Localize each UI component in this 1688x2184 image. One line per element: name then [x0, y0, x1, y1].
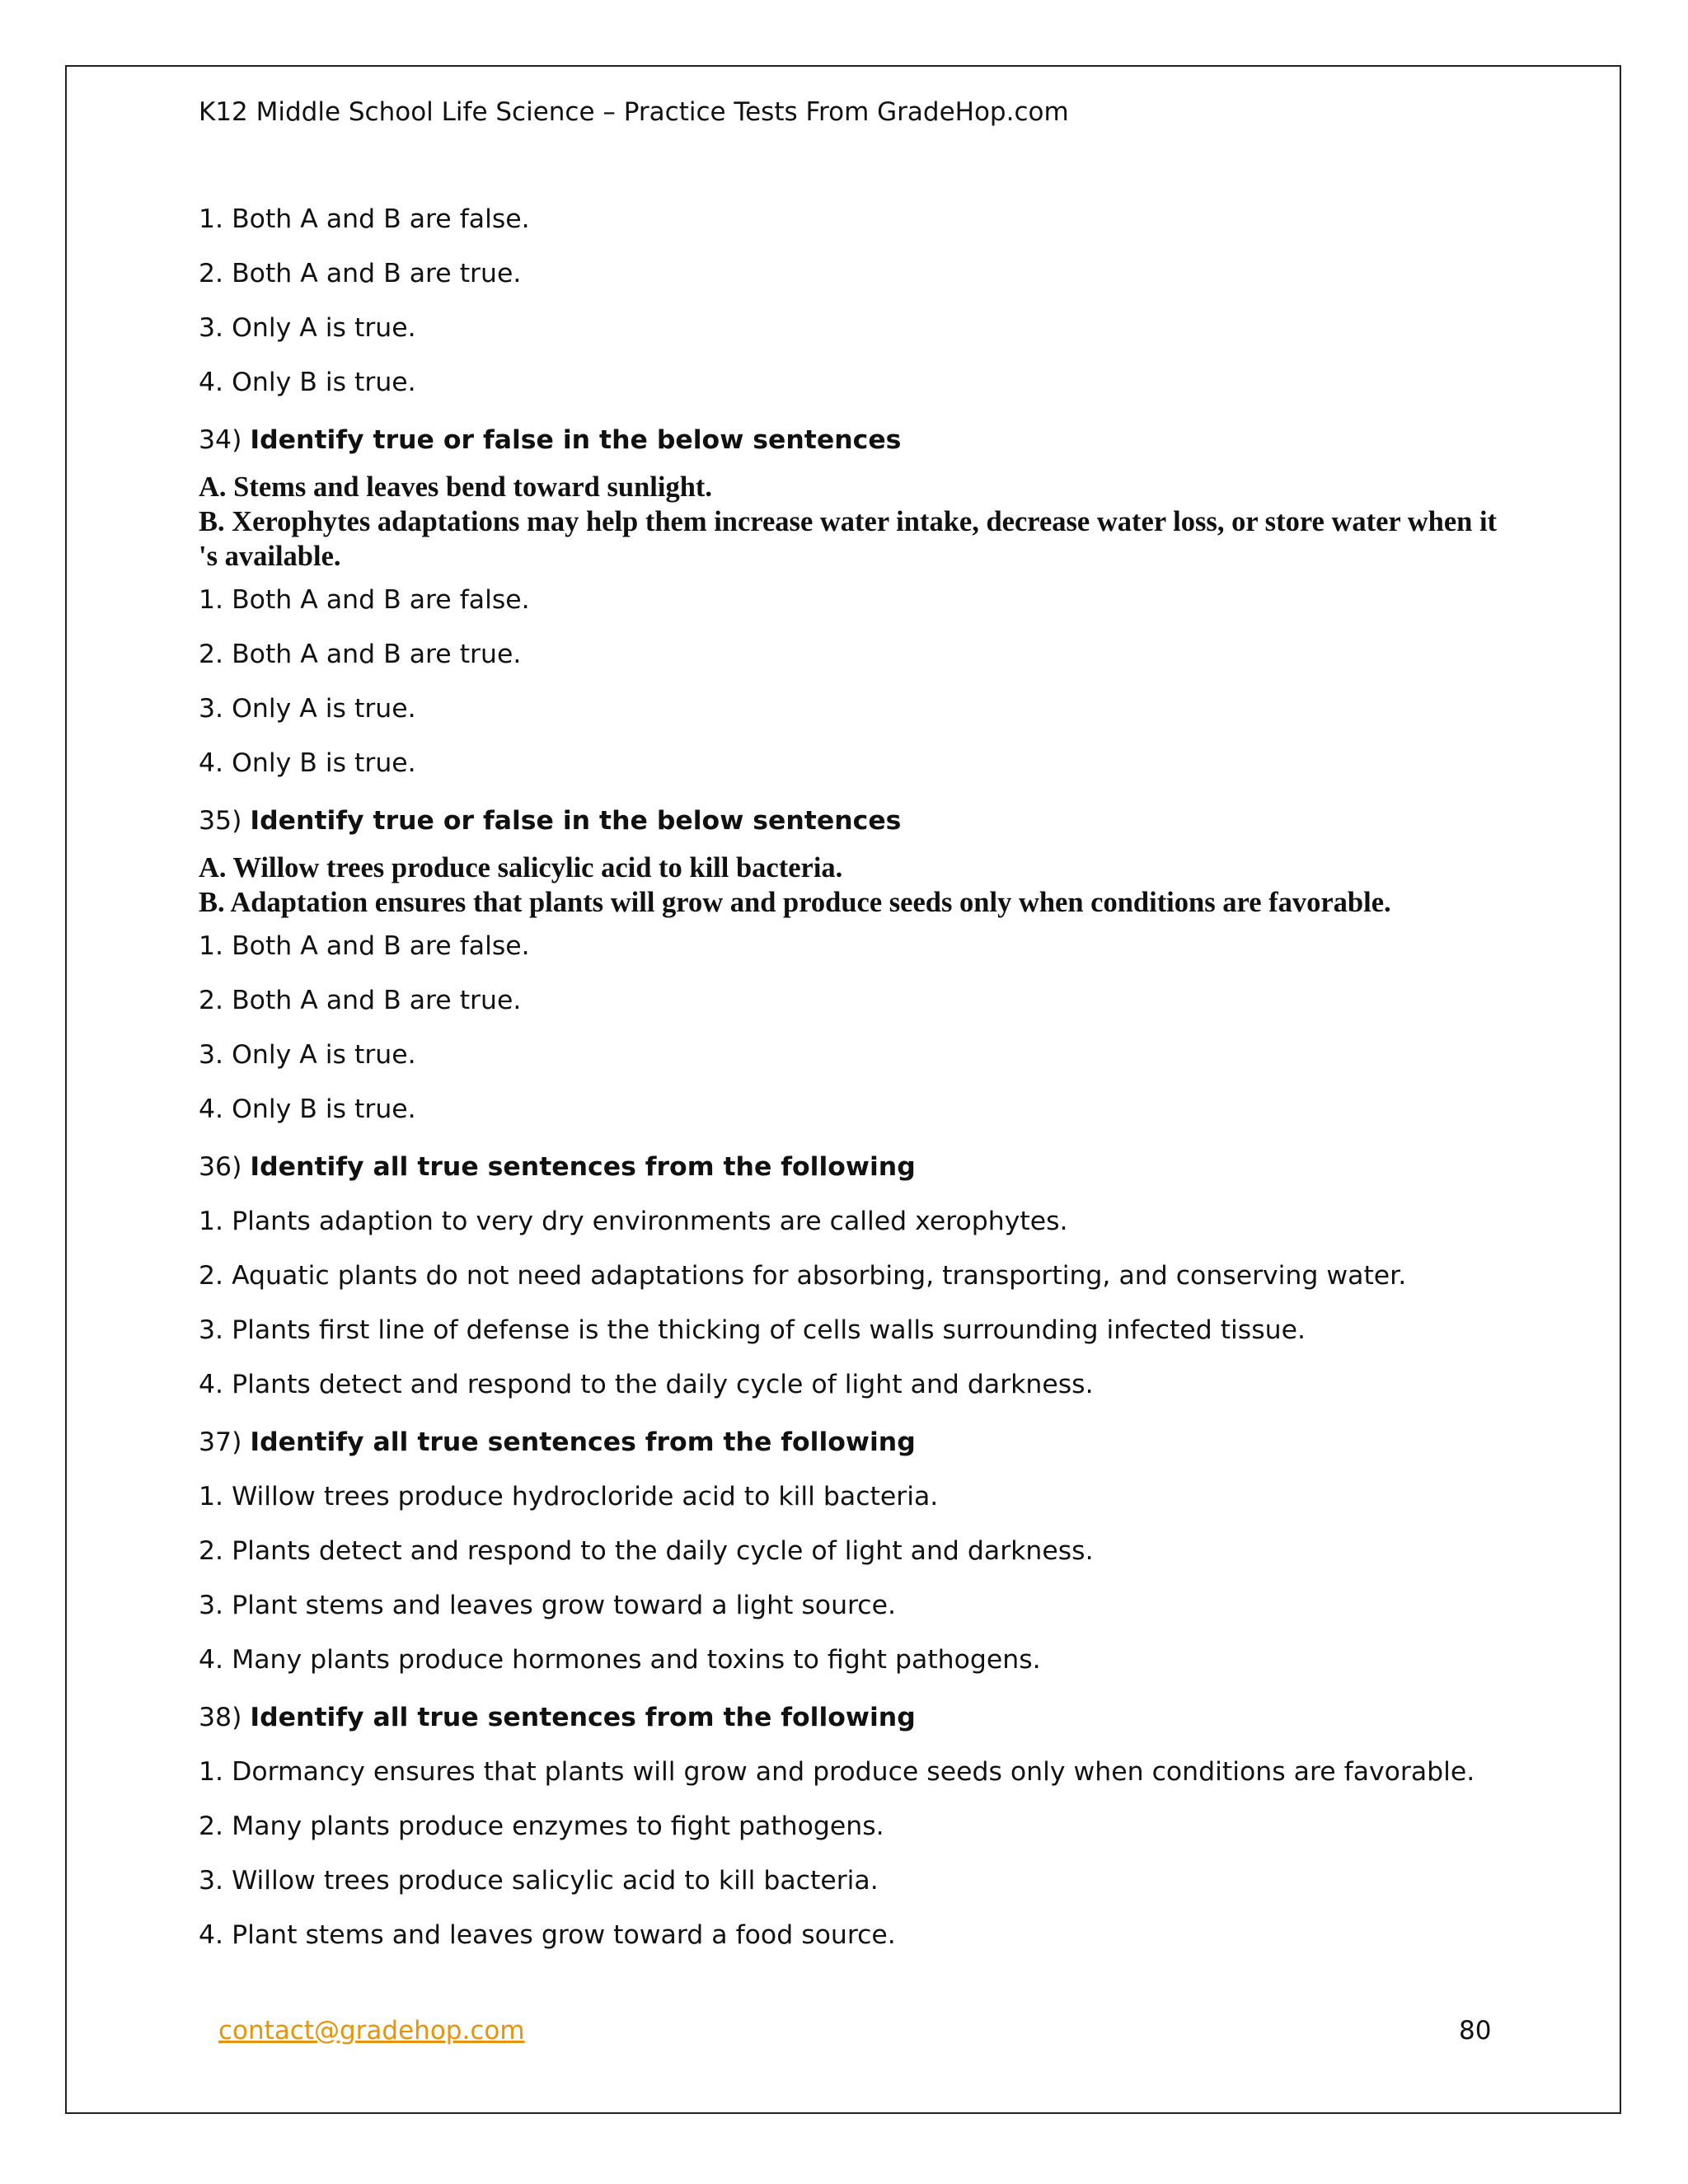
page-number: 80: [1459, 2016, 1492, 2046]
statement-a: A. Stems and leaves bend toward sunlight.: [199, 471, 713, 503]
question-number: 35): [199, 806, 242, 836]
option-item: 3. Only A is true.: [199, 694, 416, 724]
question-number: 38): [199, 1703, 242, 1732]
question-prompt: Identify true or false in the below sentences: [250, 425, 902, 455]
option-item: 2. Both A and B are true.: [199, 640, 522, 669]
option-item: 2. Plants detect and respond to the daily cycle of light and darkness.: [199, 1536, 1094, 1566]
option-item: 1. Plants adaption to very dry environments are called xerophytes.: [199, 1207, 1068, 1236]
contact-email-link[interactable]: contact@gradehop.com: [218, 2016, 525, 2046]
statement-a: A. Willow trees produce salicylic acid to kill bacteria.: [199, 852, 843, 883]
option-item: 1. Dormancy ensures that plants will grow and produce seeds only when conditions are favorable.: [199, 1757, 1475, 1787]
statement-b: B. Xerophytes adaptations may help them increase water intake, decrease water loss, or store water when it 's available.: [199, 506, 1498, 572]
option-item: 2. Both A and B are true.: [199, 986, 522, 1015]
question-prompt: Identify true or false in the below sentences: [250, 806, 902, 836]
question-37: [199, 1426, 916, 1459]
option-item: 1. Both A and B are false.: [199, 204, 530, 234]
question-prompt: Identify all true sentences from the following: [250, 1427, 916, 1457]
question-38: [199, 1701, 916, 1734]
question-34: [199, 424, 901, 457]
question-number: 34): [199, 425, 242, 455]
option-item: 4. Plants detect and respond to the daily cycle of light and darkness.: [199, 1370, 1094, 1399]
option-item: 4. Only B is true.: [199, 748, 416, 778]
option-item: 1. Both A and B are false.: [199, 585, 530, 615]
option-item: 4. Plant stems and leaves grow toward a food source.: [199, 1920, 896, 1950]
option-item: 4. Only B is true.: [199, 368, 416, 397]
question-prompt: Identify all true sentences from the following: [250, 1703, 916, 1732]
option-item: 3. Only A is true.: [199, 313, 416, 343]
question-36: [199, 1151, 916, 1183]
option-item: 4. Many plants produce hormones and toxins to fight pathogens.: [199, 1645, 1041, 1675]
option-item: 2. Both A and B are true.: [199, 259, 522, 288]
statement-b: B. Adaptation ensures that plants will grow and produce seeds only when conditions are favorable.: [199, 887, 1391, 918]
option-item: 1. Willow trees produce hydrocloride acid to kill bacteria.: [199, 1482, 939, 1511]
page-header: K12 Middle School Life Science – Practice Tests From GradeHop.com: [199, 97, 1069, 127]
question-prompt: Identify all true sentences from the following: [250, 1152, 916, 1182]
question-35: [199, 804, 901, 837]
question-number: 36): [199, 1152, 242, 1182]
option-item: 2. Aquatic plants do not need adaptations for absorbing, transporting, and conserving water.: [199, 1261, 1407, 1291]
option-item: 3. Only A is true.: [199, 1040, 416, 1070]
option-item: 2. Many plants produce enzymes to fight pathogens.: [199, 1811, 884, 1841]
option-item: 3. Plants first line of defense is the thicking of cells walls surrounding infected tissue.: [199, 1315, 1306, 1345]
option-item: 3. Willow trees produce salicylic acid to kill bacteria.: [199, 1866, 879, 1896]
option-item: 1. Both A and B are false.: [199, 931, 530, 961]
option-item: 3. Plant stems and leaves grow toward a light source.: [199, 1591, 897, 1620]
option-item: 4. Only B is true.: [199, 1094, 416, 1124]
question-number: 37): [199, 1427, 242, 1457]
